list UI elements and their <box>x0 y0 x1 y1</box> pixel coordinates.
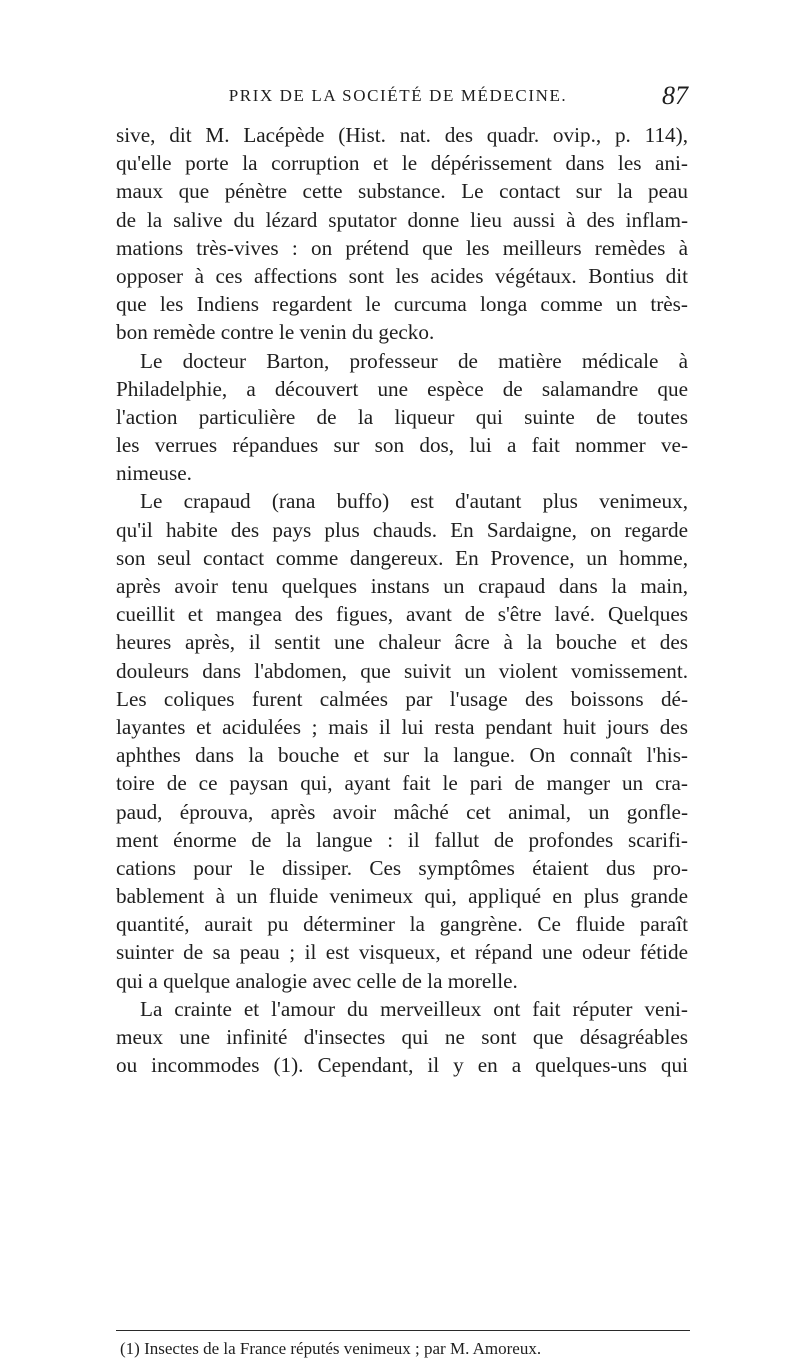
footnote: (1) Insectes de la France réputés venimeux ; par M. Amoreux. <box>120 1339 542 1358</box>
text-line: bon remède contre le venin du gecko. <box>116 320 435 345</box>
text-line: heures après, il sentit une chaleur âcre à la bouche et des <box>116 630 688 655</box>
text-line: que les Indiens regardent le curcuma longa comme un très- <box>116 292 688 317</box>
text-line: quantité, aurait pu déterminer la gangrène. Ce fluide paraît <box>116 912 688 937</box>
text-line: les verrues répandues sur son dos, lui a fait nommer ve- <box>116 433 688 458</box>
text-line: son seul contact comme dangereux. En Provence, un homme, <box>116 545 688 570</box>
text-line: meux une infinité d'insectes qui ne sont que désagréables <box>116 1025 688 1049</box>
text-line: Philadelphie, a découvert une espèce de salamandre que <box>116 376 688 401</box>
text-line: mations très-vives : on prétend que les meilleurs remèdes à <box>116 235 688 260</box>
text-line: suinter de sa peau ; il est visqueux, et répand une odeur fétide <box>116 940 688 965</box>
text-line: sive, dit M. Lacépède (Hist. nat. des quadr. ovip., p. 114), <box>116 123 688 147</box>
text-line: layantes et acidulées ; mais il lui resta pendant huit jours des <box>116 714 688 739</box>
running-head-title: PRIX DE LA SOCIÉTÉ DE MÉDECINE. <box>228 86 568 105</box>
footnote-rule <box>116 1330 690 1331</box>
text-line: après avoir tenu quelques instans un crapaud dans la main, <box>116 574 688 598</box>
text-line: cueillit et mangea des figues, avant de s'être lavé. Quelques <box>116 602 688 627</box>
text-line: ou incommodes (1). Cependant, il y en a quelques-uns qui <box>116 1053 688 1078</box>
text-line: qui a quelque analogie avec celle de la morelle. <box>116 968 518 993</box>
text-line: cations pour le dissiper. Ces symptômes étaient dus pro- <box>116 855 688 880</box>
text-line: l'action particulière de la liqueur qui suinte de toutes <box>116 404 688 429</box>
text-line: bablement à un fluide venimeux qui, appliqué en plus grande <box>116 884 688 909</box>
paragraph-start-line: La crainte et l'amour du merveilleux ont fait réputer veni- <box>140 996 688 1021</box>
text-line: toire de ce paysan qui, ayant fait le pari de manger un cra- <box>116 771 688 796</box>
text-line: opposer à ces affections sont les acides végétaux. Bontius dit <box>116 263 688 288</box>
text-line: douleurs dans l'abdomen, que suivit un violent vomissement. <box>116 658 688 683</box>
body-text <box>116 121 688 1079</box>
text-line: aphthes dans la bouche et sur la langue. On connaît l'his- <box>116 743 688 768</box>
text-line: paud, éprouva, après avoir mâché cet animal, un gonfle- <box>116 799 688 824</box>
text-line: maux que pénètre cette substance. Le contact sur la peau <box>116 179 688 204</box>
paragraph-start-line: Le crapaud (rana buffo) est d'autant plus venimeux, <box>140 489 688 514</box>
text-line: qu'elle porte la corruption et le dépérissement dans les ani- <box>116 151 688 176</box>
running-head <box>118 81 688 110</box>
text-line: qu'il habite des pays plus chauds. En Sardaigne, on regarde <box>116 517 688 542</box>
page-number: 87 <box>662 81 688 110</box>
text-line: ment énorme de la langue : il fallut de profondes scarifi- <box>116 827 688 852</box>
text-line: Les coliques furent calmées par l'usage des boissons dé- <box>116 686 688 711</box>
text-line: nimeuse. <box>116 461 192 486</box>
text-line: de la salive du lézard sputator donne lieu aussi à des inflam- <box>116 207 688 232</box>
paragraph-start-line: Le docteur Barton, professeur de matière médicale à <box>140 348 688 373</box>
